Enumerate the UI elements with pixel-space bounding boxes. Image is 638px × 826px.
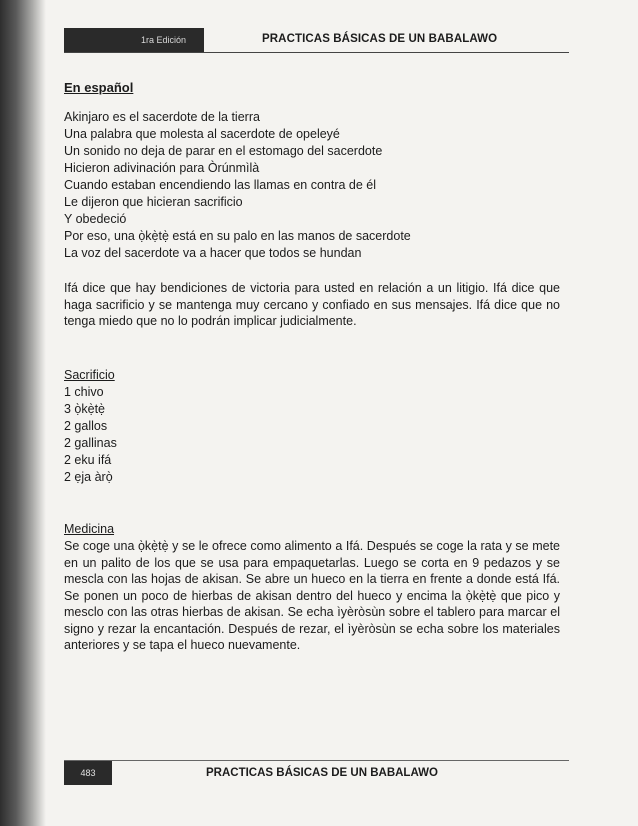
sacrificio-item: 1 chivo	[64, 385, 104, 399]
page-header	[64, 28, 569, 53]
verse-line: Una palabra que molesta al sacerdote de opeleyé	[64, 127, 340, 141]
medicina-heading: Medicina	[64, 522, 115, 536]
sacrificio-item: 2 gallinas	[64, 436, 117, 450]
header-title: PRACTICAS BÁSICAS DE UN BABALAWO	[262, 33, 498, 45]
ifa-paragraph: Ifá dice que hay bendiciones de victoria para usted en relación a un litigio. Ifá dice que haga sacrificio y se mantenga muy cercano y confiado en sus mensajes. Ifá dice que no tenga miedo que no lo podrán implicar judicialmente.	[64, 281, 560, 328]
verse-line: Un sonido no deja de parar en el estomago del sacerdote	[64, 144, 383, 158]
verse-line: Le dijeron que hicieran sacrificio	[64, 195, 243, 209]
verse-line: Y obedeció	[64, 212, 127, 226]
sacrificio-item: 3 ọ̀kẹ̀tẹ̀	[64, 402, 106, 416]
verse-line: La voz del sacerdote va a hacer que todos se hundan	[64, 246, 362, 260]
sacrificio-item: 2 ẹja àrọ̀	[64, 470, 113, 484]
sacrificio-heading: Sacrificio	[64, 368, 115, 382]
page-binding-shadow	[0, 0, 46, 826]
page-footer	[64, 760, 569, 785]
footer-title: PRACTICAS BÁSICAS DE UN BABALAWO	[206, 767, 438, 779]
verse-line: Cuando estaban encendiendo las llamas en contra de él	[64, 178, 377, 192]
medicina-paragraph: Se coge una ọ̀kẹ̀tẹ̀ y se le ofrece como alimento a Ifá. Después se coge la rata y se mete en un palito de los que se usa para empaquetarlas. Luego se corta en 9 pedazos y se mescla con las hojas de akisan. Se abre un hueco en la tierra en frente a donde está Ifá. Se ponen un poco de hierbas de akisan dentro del hueco y encima la ọ̀kẹ̀tẹ̀ que pico y mesclo con las otras hierbas de akisan. Se echa ìyèròsùn sobre el tablero para marcar el signo y rezar la encantación. Después de rezar, el ìyèròsùn se echa sobre los materiales anteriores y se tapa el hueco nuevamente.	[64, 539, 560, 652]
section-title: En español	[64, 80, 134, 95]
edition-label: 1ra Edición	[64, 28, 204, 52]
verse-line: Hicieron adivinación para Òrúnmìlà	[64, 161, 260, 175]
sacrificio-item: 2 eku ifá	[64, 453, 112, 467]
page-number: 483	[64, 761, 112, 785]
sacrificio-item: 2 gallos	[64, 419, 108, 433]
verse-line: Por eso, una ọ̀kẹ̀tẹ̀ está en su palo en las manos de sacerdote	[64, 229, 411, 243]
verse-line: Akinjaro es el sacerdote de la tierra	[64, 110, 260, 124]
